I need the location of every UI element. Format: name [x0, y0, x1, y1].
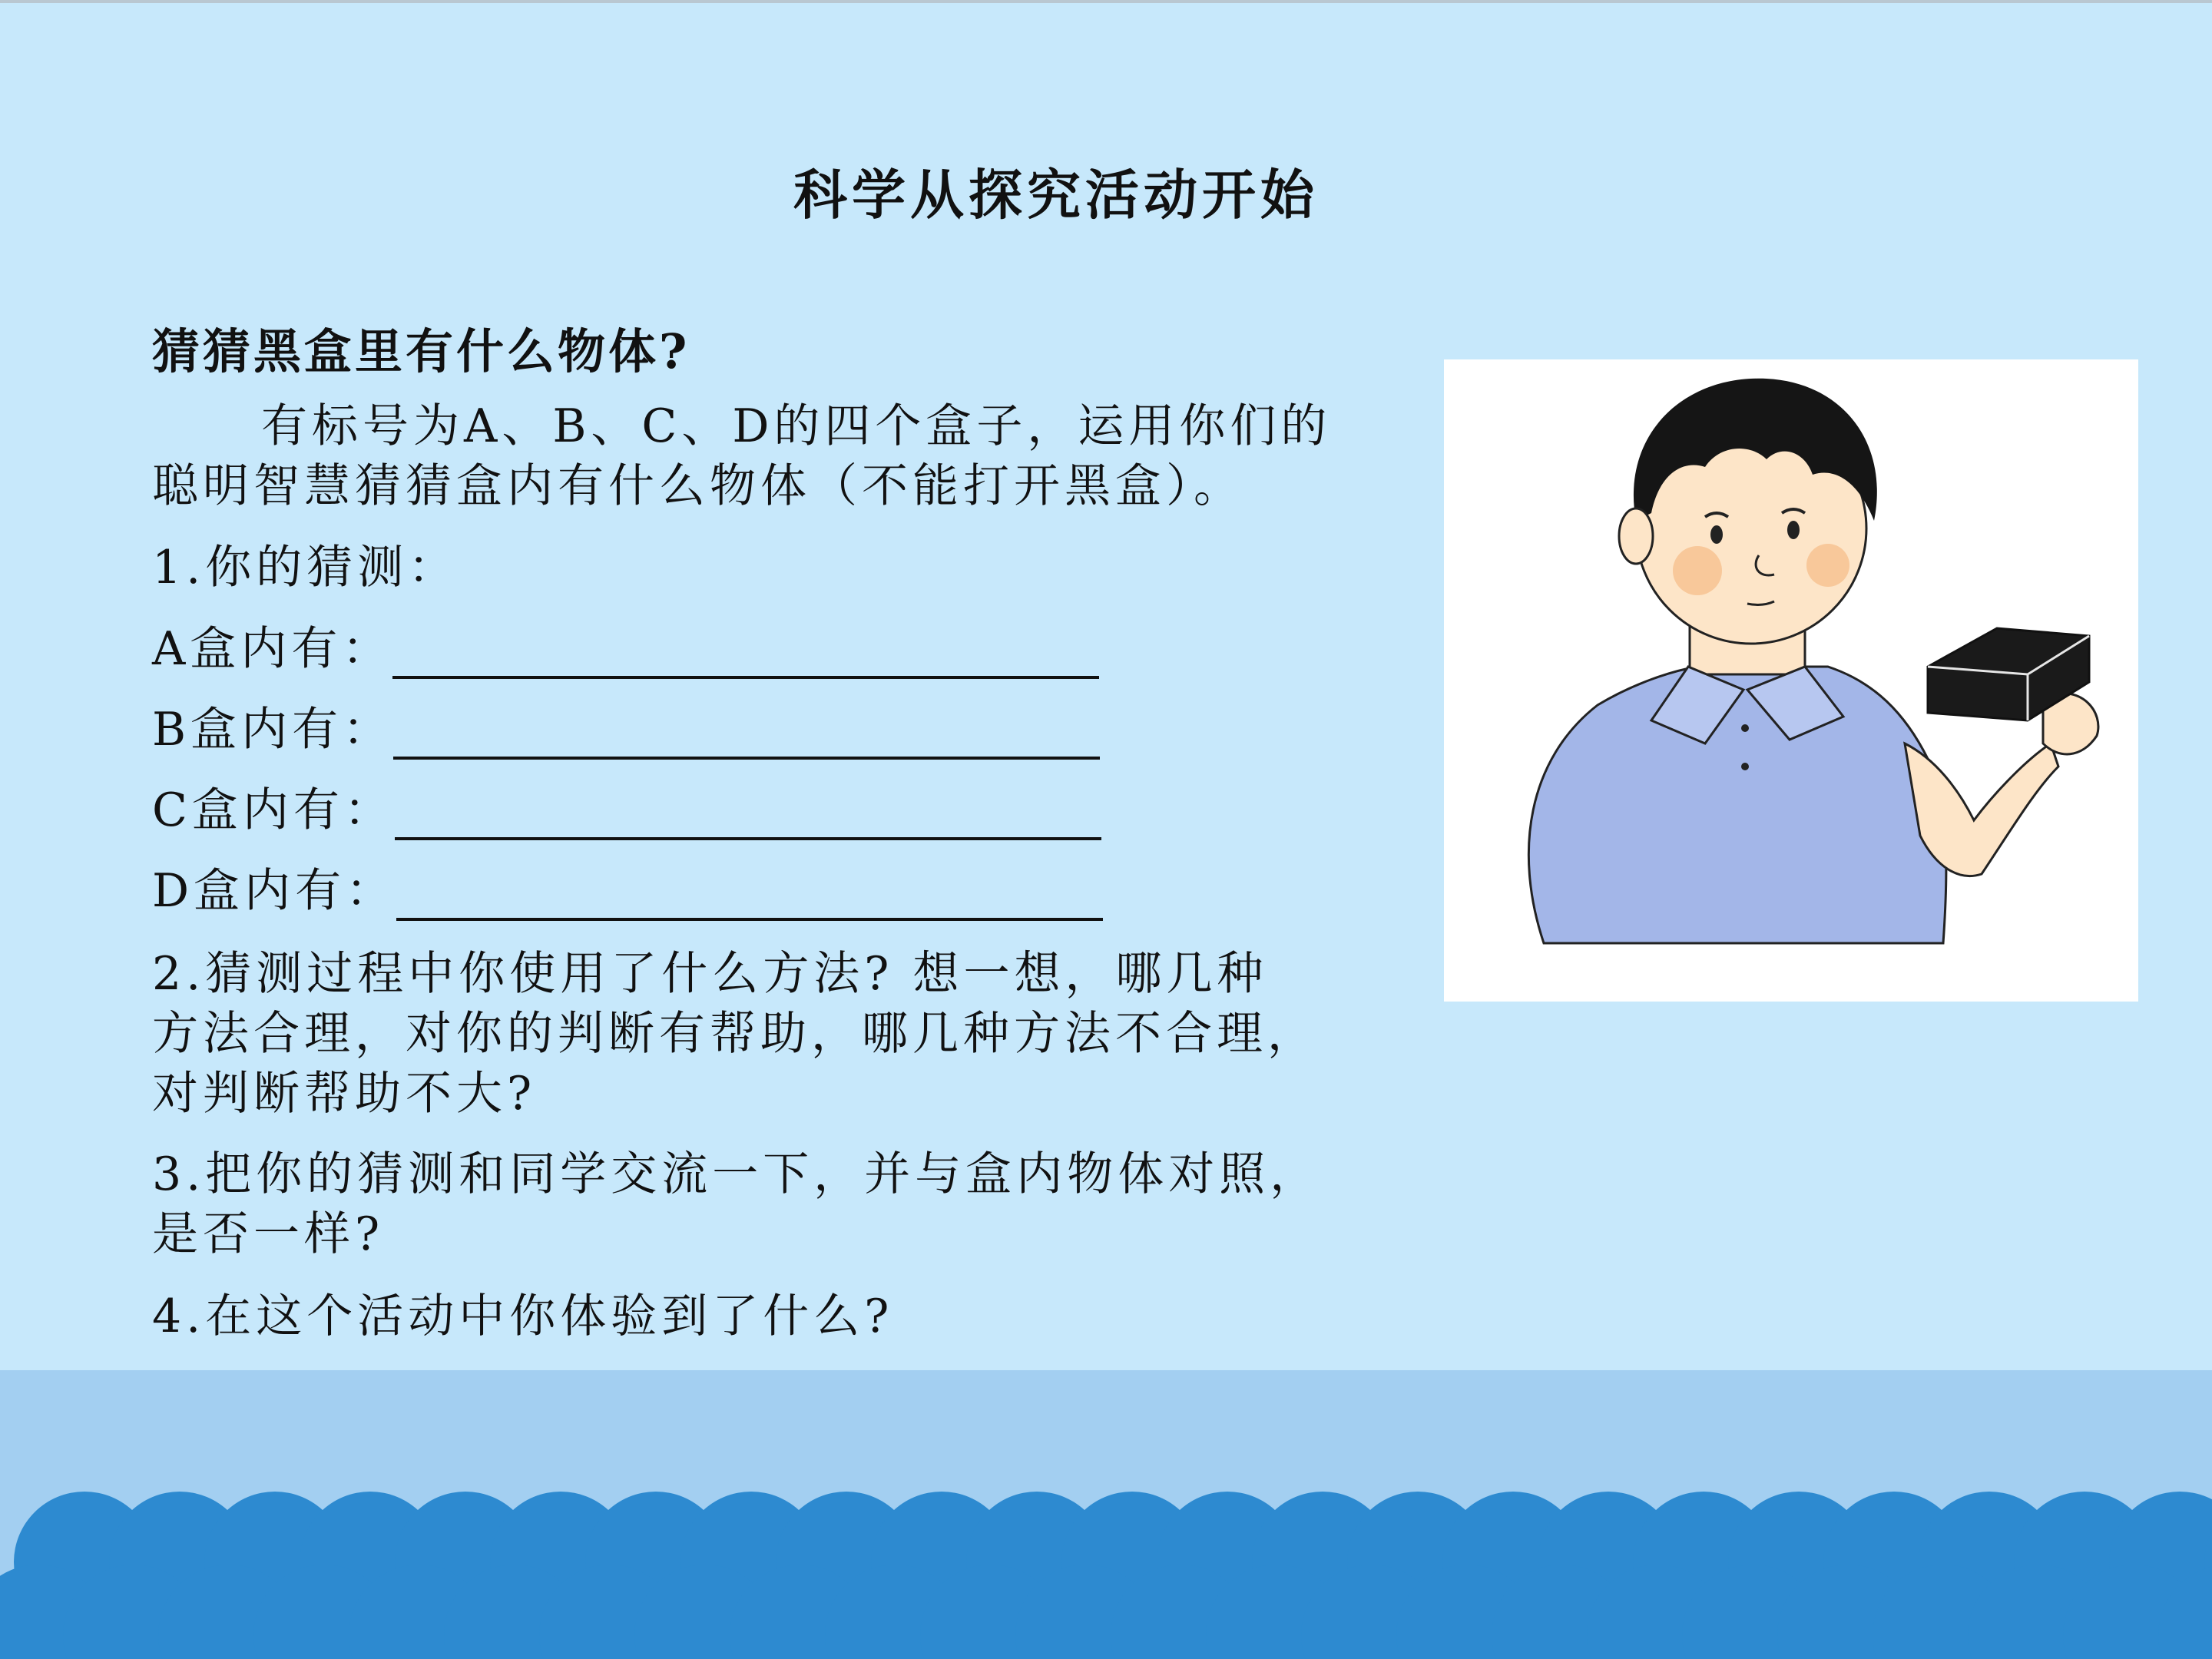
answer-label: C盒内有： — [152, 783, 395, 837]
answer-row-c — [152, 780, 1101, 840]
answer-row-b — [152, 700, 1100, 760]
footer-band — [0, 1370, 2212, 1659]
answer-row-d — [152, 861, 1103, 921]
top-border — [0, 0, 2212, 3]
answer-blank[interactable] — [395, 788, 1101, 840]
answer-label: A盒内有： — [152, 622, 393, 676]
question-3-line-2: 是否一样? — [152, 1207, 385, 1261]
question-3-line-1: 3.把你的猜测和同学交流一下，并与盒内物体对照， — [152, 1147, 1321, 1201]
boy-with-black-box-illustration — [1444, 359, 2138, 1002]
answer-label: D盒内有： — [152, 864, 397, 918]
shirt — [1528, 667, 1946, 943]
answer-blank[interactable] — [393, 707, 1100, 760]
question-4: 4.在这个活动中你体验到了什么? — [152, 1290, 894, 1343]
question-2-line-1: 2.猜测过程中你使用了什么方法? 想一想，哪几种 — [152, 947, 1268, 1001]
intro-line-2: 聪明智慧猜猜盒内有什么物体（不能打开黑盒）。 — [152, 459, 1244, 513]
question-1-label: 1.你的猜测： — [152, 541, 459, 594]
page-title: 科学从探究活动开始 — [793, 163, 1319, 227]
question-2-line-2: 方法合理，对你的判断有帮助，哪几种方法不合理， — [152, 1007, 1318, 1061]
wave-row-front — [0, 1565, 2212, 1659]
intro-line-1: 有标号为A、B、C、D的四个盒子，运用你们的 — [261, 399, 1332, 453]
answer-blank[interactable] — [396, 869, 1103, 921]
answer-row-a — [152, 619, 1099, 679]
section-heading: 猜猜黑盒里有什么物体? — [152, 323, 690, 379]
answer-label: B盒内有： — [152, 703, 394, 757]
question-2-line-3: 对判断帮助不大? — [152, 1067, 537, 1121]
answer-blank[interactable] — [392, 627, 1099, 679]
